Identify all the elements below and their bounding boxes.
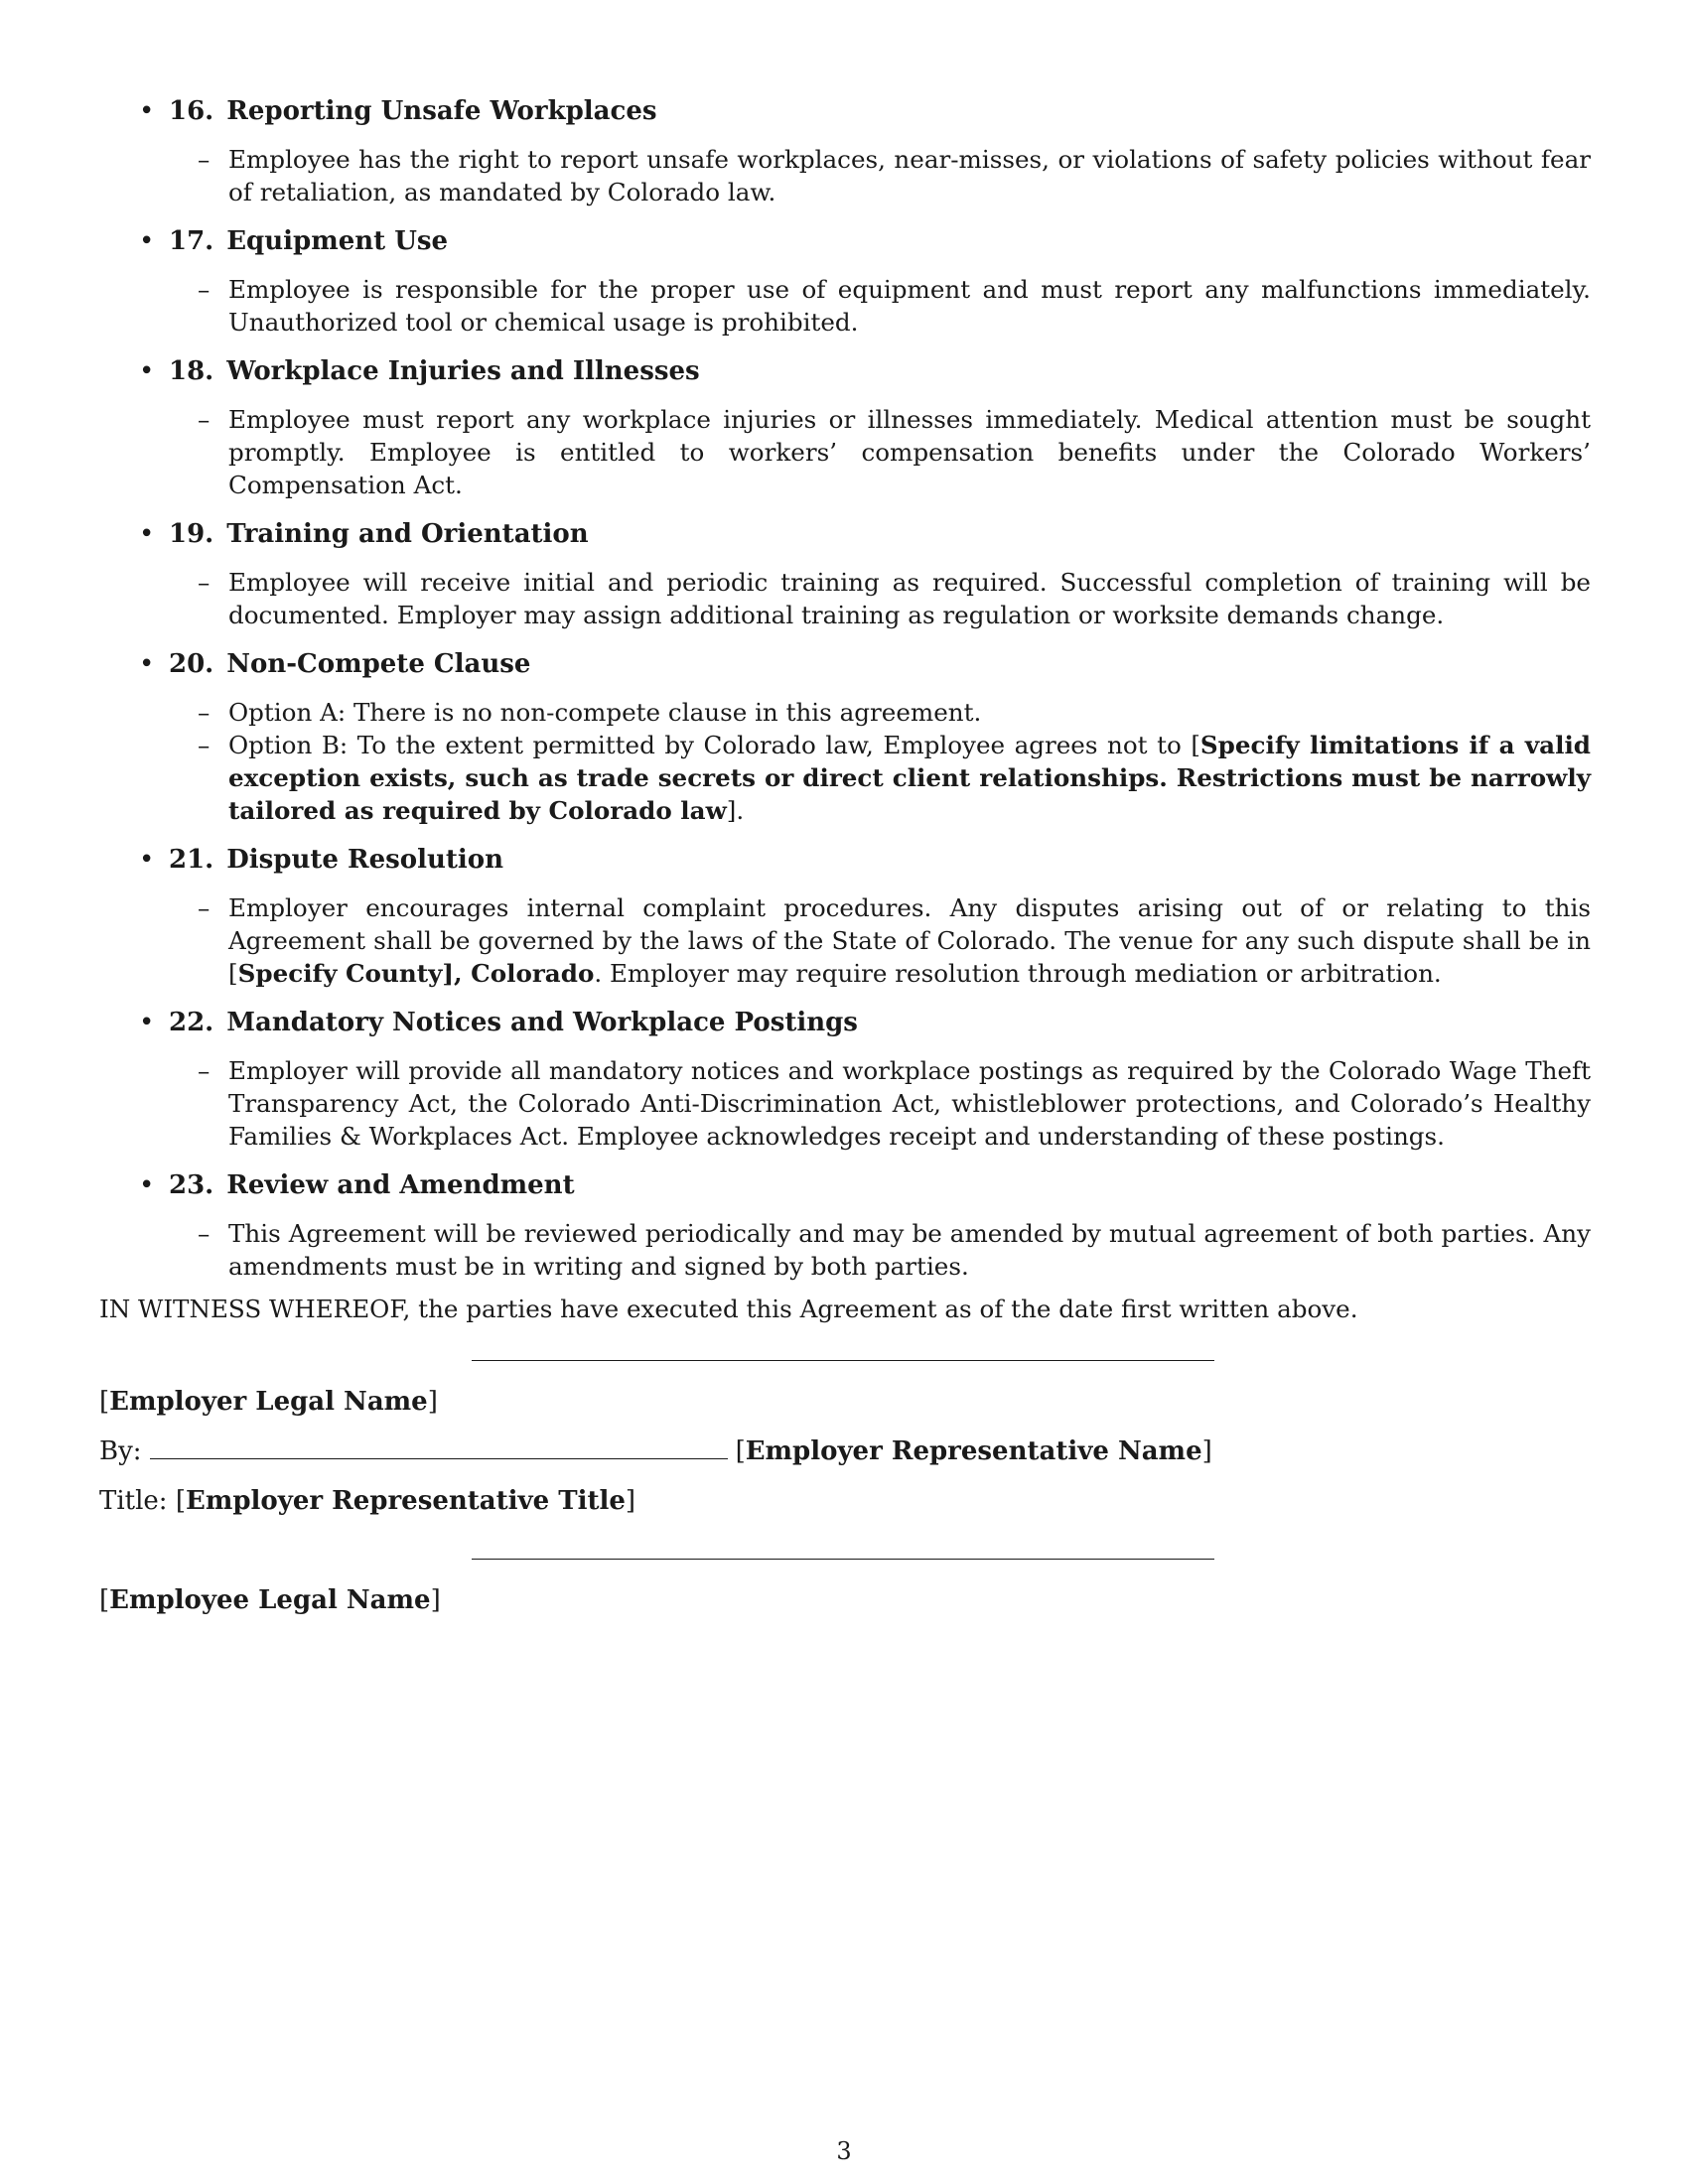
section-23	[99, 1169, 1591, 1283]
item-text: Employee is responsible for the proper use of equipment and must report any malfunctions immediately. Unauthorized tool or chemical usage is prohibited.	[228, 275, 1591, 337]
list-item	[198, 273, 1591, 339]
section-heading	[99, 355, 1591, 388]
section-22	[99, 1007, 1591, 1153]
by-label: By:	[99, 1436, 142, 1466]
section-number: 22.	[169, 1008, 214, 1037]
section-20	[99, 648, 1591, 827]
bullet-icon: •	[139, 1170, 155, 1200]
list-item	[198, 729, 1591, 827]
employee-legal-name: [Employee Legal Name]	[99, 1585, 441, 1615]
item-text: Employee will receive initial and periodic training as required. Successful completion of training will be documented. Employer may assign additional training as regulation or worksite demands change.	[228, 568, 1591, 629]
section-19	[99, 518, 1591, 631]
section-title: Non-Compete Clause	[226, 649, 531, 679]
bullet-icon: •	[139, 356, 155, 386]
title-label: Title:	[99, 1486, 168, 1516]
section-number: 18.	[169, 356, 214, 386]
employee-signature-line[interactable]	[472, 1559, 1214, 1560]
section-21	[99, 844, 1591, 990]
employer-rep-title: Employer Representative Title	[186, 1486, 626, 1516]
section-heading	[99, 95, 1591, 128]
list-item	[198, 143, 1591, 208]
placeholder-text: Specify limitations if a valid exception exists, such as trade secrets or direct client relationships. Restrictions must be narrowly tailored as required by Colorado law	[228, 731, 1591, 825]
section-heading	[99, 844, 1591, 877]
dash-icon: –	[198, 731, 211, 759]
section-number: 17.	[169, 226, 214, 256]
item-text: Option A: There is no non-compete clause in this agreement.	[228, 698, 982, 727]
section-17	[99, 225, 1591, 339]
section-heading	[99, 1169, 1591, 1202]
item-text: . Employer may require resolution through mediation or arbitration.	[594, 959, 1442, 988]
list-item	[198, 1217, 1591, 1283]
section-title: Training and Orientation	[226, 519, 589, 549]
list-item	[198, 696, 1591, 729]
section-number: 16.	[169, 96, 214, 126]
section-title: Dispute Resolution	[226, 845, 504, 875]
section-number: 19.	[169, 519, 214, 549]
bullet-icon: •	[139, 649, 155, 679]
employer-name-text: Employer Legal Name	[109, 1387, 428, 1417]
bullet-icon: •	[139, 519, 155, 549]
item-text: ],	[442, 959, 472, 988]
employer-rep-name: Employer Representative Name	[745, 1436, 1202, 1466]
section-number: 20.	[169, 649, 214, 679]
bullet-icon: •	[139, 226, 155, 256]
section-title: Review and Amendment	[226, 1170, 575, 1200]
section-heading	[99, 518, 1591, 551]
page-number: 3	[836, 2137, 852, 2165]
list-item	[198, 1054, 1591, 1153]
dash-icon: –	[198, 405, 211, 434]
section-heading	[99, 225, 1591, 258]
dash-icon: –	[198, 1219, 211, 1248]
employee-name-text: Employee Legal Name	[109, 1585, 431, 1615]
section-number: 23.	[169, 1170, 214, 1200]
document-body	[99, 95, 1591, 1325]
dash-icon: –	[198, 893, 211, 922]
section-title: Reporting Unsafe Workplaces	[226, 96, 657, 126]
item-text: Employer will provide all mandatory notices and workplace postings as required by the Colorado Wage Theft Transparency Act, the Colorado Anti-Discrimination Act, whistleblower protections, and Colorado’s Healthy Families & Workplaces Act. Employee acknowledges receipt and understanding of these postings.	[228, 1056, 1591, 1151]
employer-signature-line[interactable]	[472, 1360, 1214, 1361]
bullet-icon: •	[139, 845, 155, 875]
bullet-icon: •	[139, 96, 155, 126]
dash-icon: –	[198, 145, 211, 174]
section-heading	[99, 648, 1591, 681]
dash-icon: –	[198, 1056, 211, 1085]
section-18	[99, 355, 1591, 501]
placeholder-text: Colorado	[471, 959, 595, 988]
list-item	[198, 891, 1591, 990]
witness-clause: IN WITNESS WHEREOF, the parties have executed this Agreement as of the date first written above.	[99, 1295, 1358, 1323]
section-title: Workplace Injuries and Illnesses	[226, 356, 700, 386]
dash-icon: –	[198, 275, 211, 304]
section-16	[99, 95, 1591, 208]
dash-icon: –	[198, 698, 211, 727]
item-text: Option B: To the extent permitted by Colorado law, Employee agrees not to [	[228, 731, 1200, 759]
item-text: This Agreement will be reviewed periodically and may be amended by mutual agreement of both parties. Any amendments must be in writing and signed by both parties.	[228, 1219, 1591, 1281]
placeholder-text: Specify County	[237, 959, 443, 988]
list-item	[198, 403, 1591, 501]
item-text: ].	[726, 796, 745, 825]
item-text: Employee must report any workplace injuries or illnesses immediately. Medical attention must be sought promptly. Employee is entitled to workers’ compensation benefits under the Colorado Workers’ Compensation Act.	[228, 405, 1591, 499]
section-heading	[99, 1007, 1591, 1039]
employer-by-row: By: [Employer Representative Name]	[99, 1436, 1212, 1466]
item-text: Employee has the right to report unsafe workplaces, near-misses, or violations of safety policies without fear of retaliation, as mandated by Colorado law.	[228, 145, 1591, 206]
bullet-icon: •	[139, 1008, 155, 1037]
employer-title-row: Title: [Employer Representative Title]	[99, 1486, 636, 1516]
dash-icon: –	[198, 568, 211, 597]
employer-legal-name: [Employer Legal Name]	[99, 1387, 438, 1417]
item-text: Employer encourages internal complaint procedures. Any disputes arising out of or relating to this Agreement shall be governed by the laws of the State of Colorado. The venue for any such dispute shall be in [	[228, 893, 1591, 988]
section-number: 21.	[169, 845, 214, 875]
section-title: Equipment Use	[226, 226, 449, 256]
section-title: Mandatory Notices and Workplace Postings	[226, 1008, 858, 1037]
employer-rep-signature-line[interactable]	[150, 1436, 728, 1459]
list-item	[198, 566, 1591, 631]
